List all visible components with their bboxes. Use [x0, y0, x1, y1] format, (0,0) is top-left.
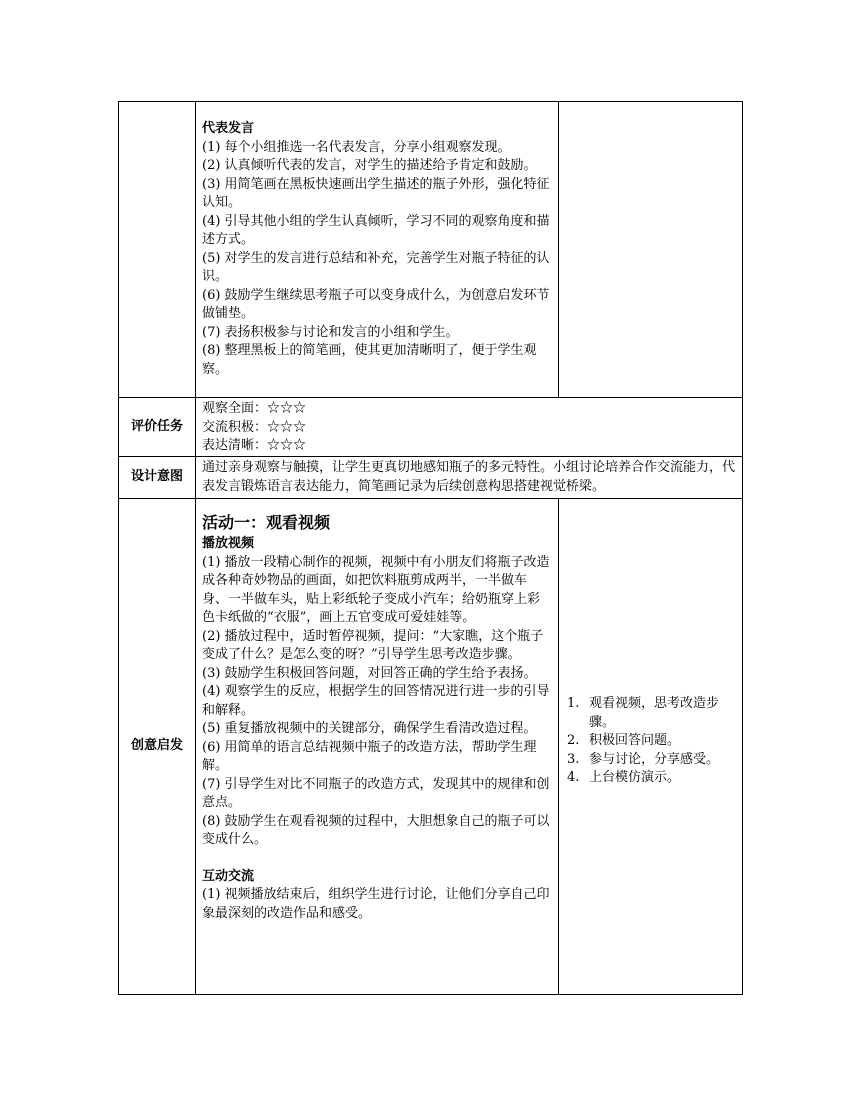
list-item: (6) 鼓励学生继续思考瓶子可以变身成什么，为创意启发环节做铺垫。 [202, 287, 550, 321]
teacher-activity-cell [196, 102, 559, 398]
student-activity-item [567, 732, 736, 751]
creative-teacher-cell [196, 499, 559, 995]
evaluation-line: 观察全面：☆☆☆ [202, 401, 307, 416]
student-activity-item [567, 695, 736, 732]
list-item: (4) 观察学生的反应，根据学生的回答情况进行进一步的引导和解释。 [202, 684, 550, 718]
list-item: (2) 认真倾听代表的发言，对学生的描述给予肯定和鼓励。 [202, 158, 537, 173]
creative-student-cell [559, 499, 743, 995]
list-item: (1) 播放一段精心制作的视频，视频中有小朋友们将瓶子改造成各种奇妙物品的画面，如把饮料瓶剪成两半，一半做车身、一半做车头，贴上彩纸轮子变成小汽车；给奶瓶穿上彩色卡纸做的“衣服”，画上五官变成可爱娃娃等。 [202, 554, 550, 625]
design-intent-text: 通过亲身观察与触摸，让学生更真切地感知瓶子的多元特性。小组讨论培养合作交流能力，代表发言锻炼语言表达能力，简笔画记录为后续创意构思搭建视觉桥梁。 [202, 460, 736, 494]
list-item: (3) 用简笔画在黑板快速画出学生描述的瓶子外形，强化特征认知。 [202, 176, 550, 210]
evaluation-label: 评价任务 [119, 398, 196, 457]
activity-title: 活动一：观看视频 [202, 513, 331, 532]
design-intent-label: 设计意图 [119, 457, 196, 499]
lesson-plan-table [118, 101, 743, 995]
list-item: (4) 引导其他小组的学生认真倾听，学习不同的观察角度和描述方式。 [202, 213, 550, 247]
design-intent-row [119, 457, 743, 499]
design-intent-cell [196, 457, 743, 499]
evaluation-cell [196, 398, 743, 457]
item-text: 积极回答问题。 [589, 733, 681, 749]
item-number: 3. [567, 751, 580, 767]
list-item: (8) 鼓励学生在观看视频的过程中，大胆想象自己的瓶子可以变成什么。 [202, 813, 550, 847]
student-activity-cell [559, 102, 743, 398]
list-item: (5) 对学生的发言进行总结和补充，完善学生对瓶子特征的认识。 [202, 250, 550, 284]
item-number: 1. [567, 696, 580, 712]
creative-inspiration-row [119, 499, 743, 995]
evaluation-line: 表达清晰：☆☆☆ [202, 438, 307, 453]
section-heading-interaction: 互动交流 [202, 868, 255, 884]
list-item: (3) 鼓励学生积极回答问题，对回答正确的学生给予表扬。 [202, 665, 537, 681]
evaluation-line: 交流积极：☆☆☆ [202, 419, 307, 435]
spacer [202, 850, 552, 868]
list-item: (7) 引导学生对比不同瓶子的改造方式，发现其中的规律和创意点。 [202, 776, 550, 810]
empty-label-cell [119, 102, 196, 398]
student-activity-item [567, 769, 736, 788]
creative-inspiration-label: 创意启发 [119, 499, 196, 995]
list-item: (1) 视频播放结束后，组织学生进行讨论，让他们分享自己印象最深刻的改造作品和感受。 [202, 887, 550, 921]
section-heading-play-video: 播放视频 [202, 536, 255, 551]
student-activity-item [567, 751, 736, 770]
item-number: 4. [567, 770, 580, 786]
list-item: (7) 表扬积极参与讨论和发言的小组和学生。 [202, 324, 459, 340]
item-text: 上台模仿演示。 [589, 770, 681, 786]
list-item: (6) 用简单的语言总结视频中瓶子的改造方法，帮助学生理解。 [202, 739, 537, 773]
list-item: (8) 整理黑板上的简笔画，使其更加清晰明了，便于学生观察。 [202, 343, 537, 377]
list-item: (1) 每个小组推选一名代表发言，分享小组观察发现。 [202, 139, 511, 155]
section-heading-representative-speech: 代表发言 [202, 121, 255, 136]
item-text: 参与讨论，分享感受。 [589, 751, 720, 767]
list-item: (5) 重复播放视频中的关键部分，确保学生看清改造过程。 [202, 721, 537, 736]
representative-speech-row [119, 102, 743, 398]
item-number: 2. [567, 733, 580, 749]
list-item: (2) 播放过程中，适时暂停视频，提问：“大家瞧，这个瓶子变成了什么？是怎么变的呀？”引导学生思考改造步骤。 [202, 628, 544, 662]
item-text: 观看视频，思考改造步骤。 [589, 696, 720, 730]
evaluation-row [119, 398, 743, 457]
